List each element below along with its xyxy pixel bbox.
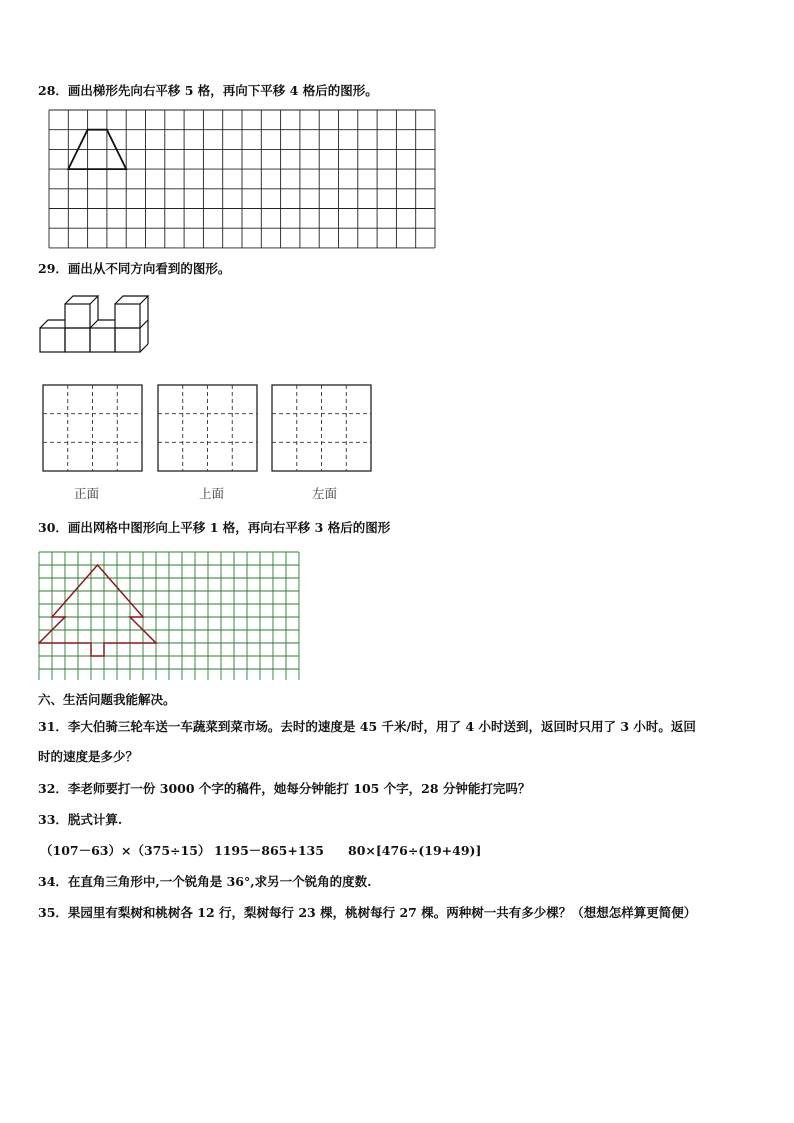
question-31-line1: 31．李大伯骑三轮车送一车蔬菜到菜市场。去时的速度是 45 千米/时，用了 4 小时送到，返回时只用了 3 小时。返回 (38, 719, 696, 734)
q29-grid-front[interactable] (42, 384, 143, 472)
caption-front: 正面 (74, 486, 100, 501)
question-34: 34．在直角三角形中,一个锐角是 36°,求另一个锐角的度数. (38, 874, 372, 889)
caption-left: 左面 (312, 486, 338, 501)
question-28: 28．画出梯形先向右平移 5 格，再向下平移 4 格后的图形。 (38, 83, 378, 98)
q33-expression-3: 80×[476÷(19+49)] (348, 843, 482, 858)
q29-grid-top[interactable] (157, 384, 258, 472)
question-35: 35．果园里有梨树和桃树各 12 行，梨树每行 23 棵，桃树每行 27 棵。两种树一共有多少棵？（想想怎样算更简便） (38, 905, 697, 920)
question-31-line2: 时的速度是多少？ (38, 749, 139, 764)
tree-shape (39, 565, 156, 656)
question-33: 33．脱式计算. (38, 812, 123, 827)
q29-grid-left[interactable] (271, 384, 372, 472)
q29-cube-figure (38, 294, 153, 356)
q33-expression-1: （107－63）×（375÷15） (40, 843, 211, 858)
q30-grid[interactable] (38, 551, 300, 680)
q28-grid[interactable] (48, 109, 436, 251)
question-30: 30．画出网格中图形向上平移 1 格，再向右平移 3 格后的图形 (38, 520, 391, 535)
q33-expression-2: 1195－865+135 (214, 843, 324, 858)
section-6-title: 六、生活问题我能解决。 (38, 692, 176, 707)
question-32: 32．李老师要打一份 3000 个字的稿件，她每分钟能打 105 个字，28 分钟能打完吗？ (38, 781, 531, 796)
question-29: 29．画出从不同方向看到的图形。 (38, 261, 231, 276)
caption-top: 上面 (199, 486, 225, 501)
